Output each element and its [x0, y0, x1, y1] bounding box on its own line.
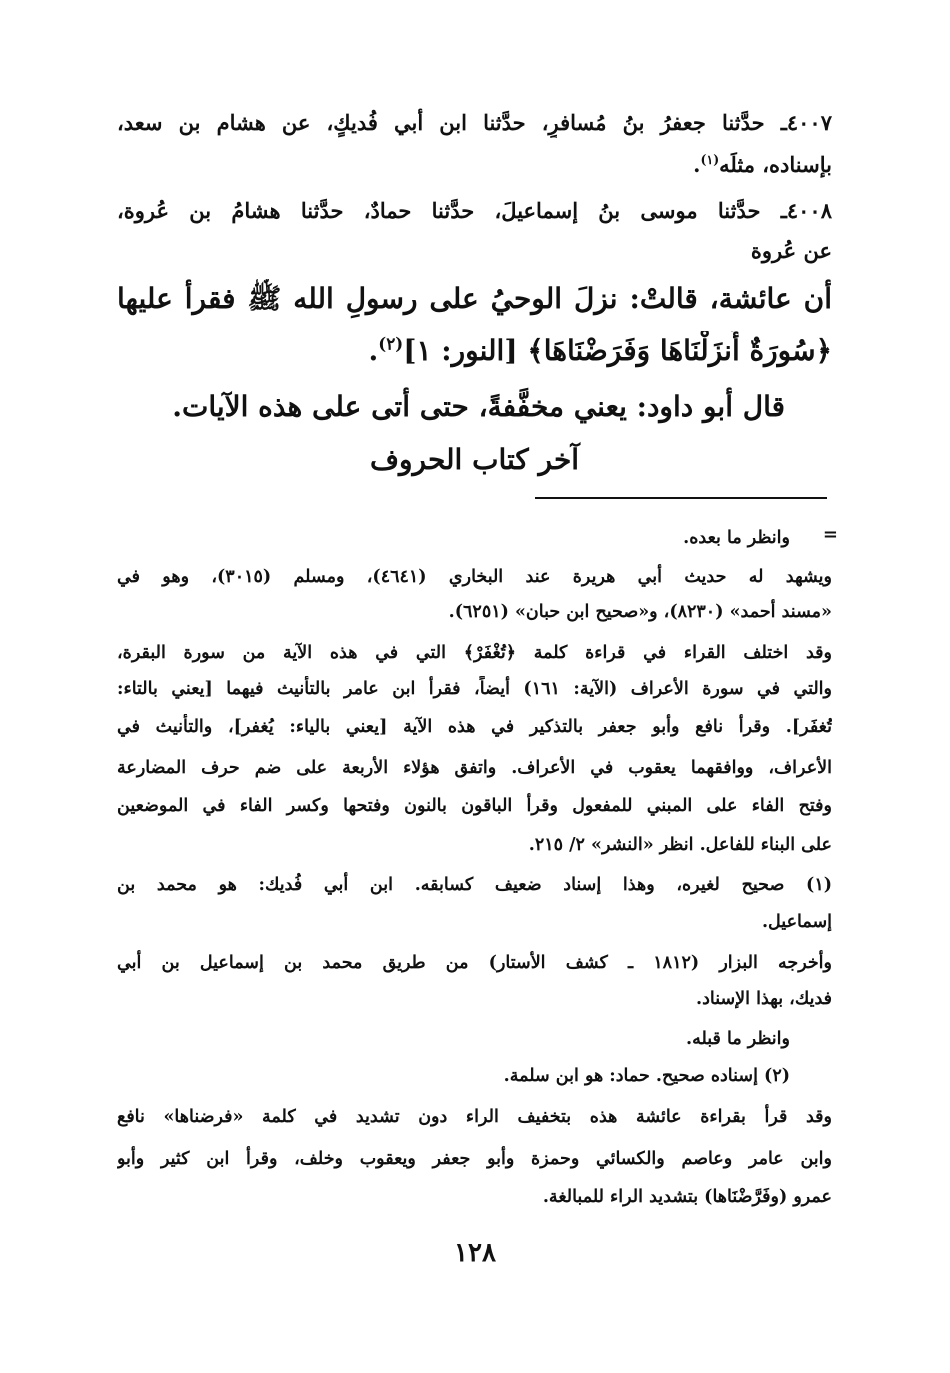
footnote-1-line: (١) صحيح لغيره، وهذا إسناد ضعيف كسابقه. ابن أبي فُديك: هو محمد بن — [117, 875, 832, 895]
footnote-line: على البناء للفاعل. انظر «النشر» ٢/ ٢١٥. — [528, 835, 832, 855]
hadith-4007-line-1: ٤٠٠٧ـ حدَّثنا جعفرُ بنُ مُسافرٍ، حدَّثنا ابن أبي فُديكٍ، عن هشام بن سعد، — [117, 110, 832, 135]
footnote-continuation-mark: = — [822, 524, 838, 545]
hadith-4008-matn-line-2: ﴿سُورَةٌ أَنزَلْنَاهَا وَفَرَضْنَاهَا﴾ [النور: ١]$^{(٢)}$. — [368, 333, 832, 367]
footnote-line: عمرو (وفَرَّضْنَاها) بتشديد الراء للمبالغة. — [542, 1187, 832, 1207]
footnote-2-line: (٢) إسناده صحيح. حماد: هو ابن سلمة. — [503, 1066, 790, 1086]
footnote-line: إسماعيل. — [761, 912, 832, 932]
footnote-line: وأخرجه البزار (١٨١٢ ـ كشف الأستار) من طريق محمد بن إسماعيل بن أبي — [117, 953, 832, 973]
footnote-ref-2[interactable]: (٢) — [378, 333, 404, 354]
book-end-heading: آخر كتاب الحروف — [369, 443, 580, 476]
hadith-4008-line-1: ٤٠٠٨ـ حدَّثنا موسى بنُ إسماعيلَ، حدَّثنا حمادٌ، حدَّثنا هشامُ بن عُروة، — [117, 198, 832, 223]
page-number: ١٢٨ — [454, 1238, 496, 1268]
footnote-line: وقد اختلف القراء في قراءة كلمة ﴿تُغْفَرْ﴾ التي في هذه الآية من سورة البقرة، — [117, 643, 832, 663]
footnote-line: وقد قرأ بقراءة عائشة هذه بتخفيف الراء دون تشديد في كلمة «فرضناها» نافع — [117, 1107, 832, 1127]
hadith-4007-line-2: بإسناده، مثلَه$^{(١)}$. — [693, 152, 832, 177]
footnote-line: وابن عامر وعاصم والكسائي وحمزة وأبو جعفر ويعقوب وخلف، وقرأ ابن كثير وأبو — [117, 1149, 832, 1169]
footnote-line: وانظر ما بعده. — [683, 528, 790, 548]
footnote-line: «مسند أحمد» (٨٢٣٠)، و«صحيح ابن حبان» (٦٢٥١). — [448, 602, 832, 622]
footnote-line: ويشهد له حديث أبي هريرة عند البخاري (٤٦٤١)، ومسلم (٣٠١٥)، وهو في — [117, 567, 832, 587]
footnote-line: وفتح الفاء على المبني للمفعول وقرأ الباقون بالنون وفتحها وكسر الفاء في الموضعين — [117, 796, 832, 816]
footnote-line: وانظر ما قبله. — [685, 1029, 790, 1049]
footnote-ref-1[interactable]: (١) — [700, 152, 720, 167]
abu-dawud-comment: قال أبو داود: يعني مخفَّفةً، حتى أتى على هذه الآيات. — [172, 390, 785, 423]
footnote-line: تُغفَر]. وقرأ نافع وأبو جعفر بالتذكير في هذه الآية [يعني بالياء: يُغفر]، والتأنيث في — [117, 717, 832, 737]
hadith-4008-line-2: عن عُروة — [750, 238, 832, 263]
hadith-4008-matn-line-1: أن عائشة، قالتْ: نزلَ الوحيُ على رسولِ الله ﷺ فقرأ عليها — [117, 282, 832, 315]
footnote-line: والتي في سورة الأعراف (الآية: ١٦١) أيضاً، فقرأ ابن عامر بالتأنيث فيهما [يعني بالتاء: — [117, 679, 832, 699]
footnote-separator — [535, 497, 827, 499]
footnote-line: الأعراف، ووافقهما يعقوب في الأعراف. واتفق هؤلاء الأربعة على ضم حرف المضارعة — [117, 758, 832, 778]
footnote-line: فديك، بهذا الإسناد. — [696, 989, 832, 1009]
